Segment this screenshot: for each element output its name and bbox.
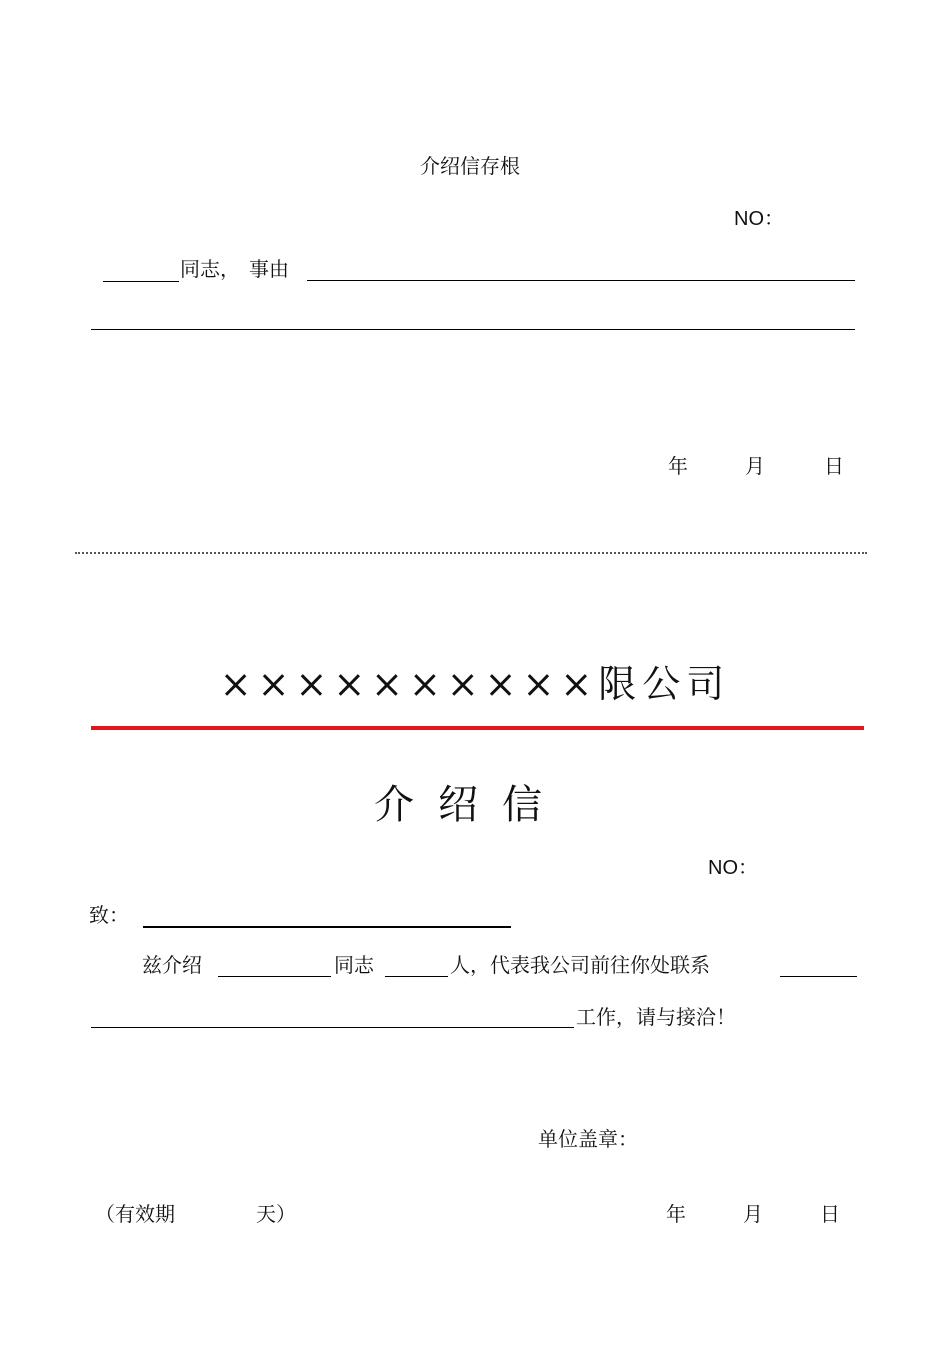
letter-number-label: NO： — [708, 857, 758, 879]
name-blank — [218, 976, 331, 977]
recipient-label: 致： — [89, 903, 129, 927]
letter-title: 介绍信 — [374, 782, 566, 828]
red-header-rule — [91, 726, 864, 730]
stub-date-year: 年 — [668, 454, 688, 478]
validity-label: （有效期 — [95, 1202, 175, 1226]
purpose-text: 人，代表我公司前往你处联系 — [450, 953, 710, 977]
stub-reason-blank — [307, 280, 855, 281]
stub-number-label: NO： — [734, 208, 784, 230]
work-blank — [91, 1027, 574, 1028]
validity-days-label: 天） — [256, 1202, 296, 1226]
letter-date-day: 日 — [820, 1202, 840, 1226]
stub-reason-label: 事由 — [249, 257, 289, 281]
perforation-line — [75, 552, 867, 554]
letter-date-year: 年 — [666, 1202, 686, 1226]
person-count-blank — [385, 976, 448, 977]
seal-label: 单位盖章： — [538, 1127, 638, 1151]
letter-date-month: 月 — [743, 1202, 763, 1226]
recipient-blank — [143, 926, 511, 928]
company-name: ××××××××××限公司 — [219, 662, 731, 706]
stub-date-day: 日 — [824, 454, 844, 478]
stub-comrade-label: 同志， — [180, 257, 240, 281]
stub-reason-blank-2 — [91, 329, 855, 330]
intro-text: 兹介绍 — [142, 953, 202, 977]
stub-title: 介绍信存根 — [420, 154, 520, 178]
comrade-label: 同志 — [334, 953, 374, 977]
stub-name-blank — [103, 281, 179, 282]
work-text: 工作，请与接洽！ — [576, 1005, 736, 1029]
contact-blank — [780, 976, 857, 977]
stub-date-month: 月 — [745, 454, 765, 478]
